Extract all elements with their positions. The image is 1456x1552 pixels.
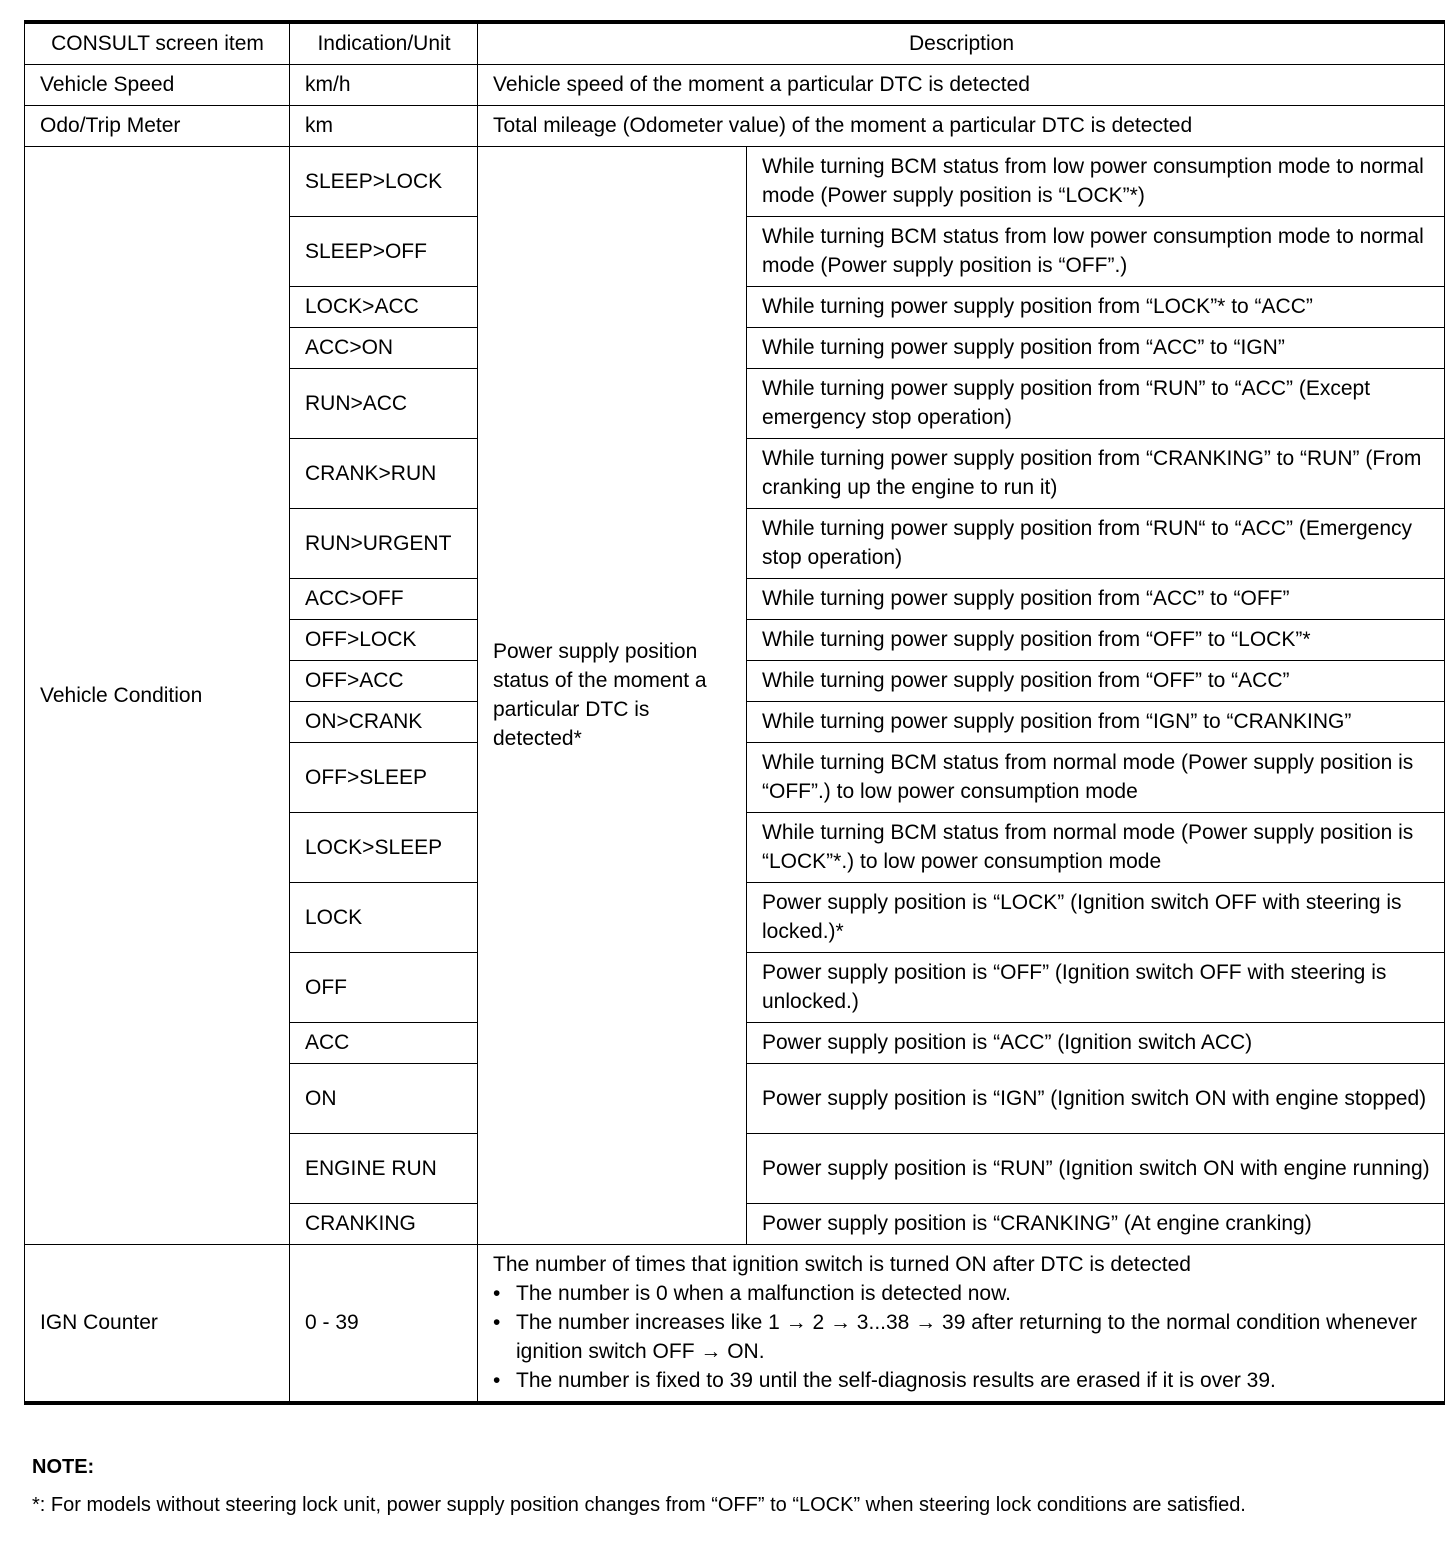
- table-row: [25, 147, 1445, 217]
- description-cell: Power supply position is “LOCK” (Ignition switch OFF with steering is locked.)*: [747, 883, 1445, 953]
- description-cell: [478, 1245, 1445, 1404]
- note-text: *: For models without steering lock unit, power supply position changes from “OFF” to “LOCK” when steering lock conditions are satisfied.: [32, 1494, 1246, 1516]
- note-title: NOTE:: [32, 1456, 95, 1478]
- description-cell: While turning power supply position from “ACC” to “IGN”: [747, 328, 1445, 369]
- description-cell: While turning power supply position from “IGN” to “CRANKING”: [747, 702, 1445, 743]
- description-cell: While turning power supply position from “LOCK”* to “ACC”: [747, 287, 1445, 328]
- item-cell: Vehicle Condition: [25, 147, 290, 1245]
- table-body: [25, 65, 1445, 147]
- ign-counter-intro: The number of times that ignition switch is turned ON after DTC is detected: [493, 1253, 1191, 1276]
- indication-cell: OFF>SLEEP: [290, 743, 478, 813]
- unit-cell: km/h: [290, 65, 478, 106]
- indication-cell: SLEEP>OFF: [290, 217, 478, 287]
- table-row: [25, 1245, 1445, 1404]
- table-row: [25, 65, 1445, 106]
- description-cell: While turning power supply position from “RUN” to “ACC” (Except emergency stop operation): [747, 369, 1445, 439]
- description-cell: Vehicle speed of the moment a particular DTC is detected: [478, 65, 1445, 106]
- indication-cell: ON: [290, 1064, 478, 1134]
- description-cell: Power supply position is “CRANKING” (At engine cranking): [747, 1204, 1445, 1245]
- table-row: [25, 106, 1445, 147]
- indication-cell: ON>CRANK: [290, 702, 478, 743]
- indication-cell: ACC: [290, 1023, 478, 1064]
- vehicle-condition-group: [25, 147, 1445, 1245]
- indication-cell: ACC>ON: [290, 328, 478, 369]
- item-cell: Odo/Trip Meter: [25, 106, 290, 147]
- list-item: • The number is 0 when a malfunction is detected now.: [493, 1279, 1430, 1308]
- item-cell: Vehicle Speed: [25, 65, 290, 106]
- item-cell: IGN Counter: [25, 1245, 290, 1404]
- description-cell: While turning BCM status from low power consumption mode to normal mode (Power supply position is “OFF”.): [747, 217, 1445, 287]
- description-cell: While turning power supply position from “ACC” to “OFF”: [747, 579, 1445, 620]
- description-cell: While turning power supply position from “OFF” to “ACC”: [747, 661, 1445, 702]
- indication-cell: OFF>ACC: [290, 661, 478, 702]
- description-cell: While turning power supply position from “CRANKING” to “RUN” (From cranking up the engine to run it): [747, 439, 1445, 509]
- unit-cell: km: [290, 106, 478, 147]
- description-cell: While turning BCM status from normal mode (Power supply position is “OFF”.) to low power consumption mode: [747, 743, 1445, 813]
- description-cell: While turning power supply position from “RUN“ to “ACC” (Emergency stop operation): [747, 509, 1445, 579]
- indication-cell: CRANKING: [290, 1204, 478, 1245]
- indication-cell: LOCK: [290, 883, 478, 953]
- header-indication-unit: Indication/Unit: [290, 22, 478, 65]
- description-cell: Power supply position is “OFF” (Ignition switch OFF with steering is unlocked.): [747, 953, 1445, 1023]
- indication-cell: OFF: [290, 953, 478, 1023]
- indication-cell: CRANK>RUN: [290, 439, 478, 509]
- header-description: Description: [478, 22, 1445, 65]
- ign-counter-bullets: [493, 1279, 1430, 1395]
- description-cell: While turning BCM status from low power consumption mode to normal mode (Power supply position is “LOCK”*): [747, 147, 1445, 217]
- list-item: • The number is fixed to 39 until the self-diagnosis results are erased if it is over 39.: [493, 1366, 1430, 1395]
- ign-counter-group: [25, 1245, 1445, 1404]
- indication-cell: LOCK>SLEEP: [290, 813, 478, 883]
- header-consult-screen-item: CONSULT screen item: [25, 22, 290, 65]
- indication-cell: SLEEP>LOCK: [290, 147, 478, 217]
- indication-cell: RUN>URGENT: [290, 509, 478, 579]
- consult-data-table: [24, 20, 1445, 1405]
- indication-cell: ENGINE RUN: [290, 1134, 478, 1204]
- list-item: • The number increases like 1 → 2 → 3...38 → 39 after returning to the normal condition whenever ignition switch OFF → ON.: [493, 1308, 1430, 1366]
- description-cell: Power supply position is “RUN” (Ignition switch ON with engine running): [747, 1134, 1445, 1204]
- unit-cell: 0 - 39: [290, 1245, 478, 1404]
- indication-cell: OFF>LOCK: [290, 620, 478, 661]
- group-description-cell: Power supply position status of the moment a particular DTC is detected*: [478, 147, 747, 1245]
- indication-cell: RUN>ACC: [290, 369, 478, 439]
- description-cell: Power supply position is “IGN” (Ignition switch ON with engine stopped): [747, 1064, 1445, 1134]
- indication-cell: LOCK>ACC: [290, 287, 478, 328]
- indication-cell: ACC>OFF: [290, 579, 478, 620]
- description-cell: While turning power supply position from “OFF” to “LOCK”*: [747, 620, 1445, 661]
- description-cell: While turning BCM status from normal mode (Power supply position is “LOCK”*.) to low power consumption mode: [747, 813, 1445, 883]
- description-cell: Power supply position is “ACC” (Ignition switch ACC): [747, 1023, 1445, 1064]
- description-cell: Total mileage (Odometer value) of the moment a particular DTC is detected: [478, 106, 1445, 147]
